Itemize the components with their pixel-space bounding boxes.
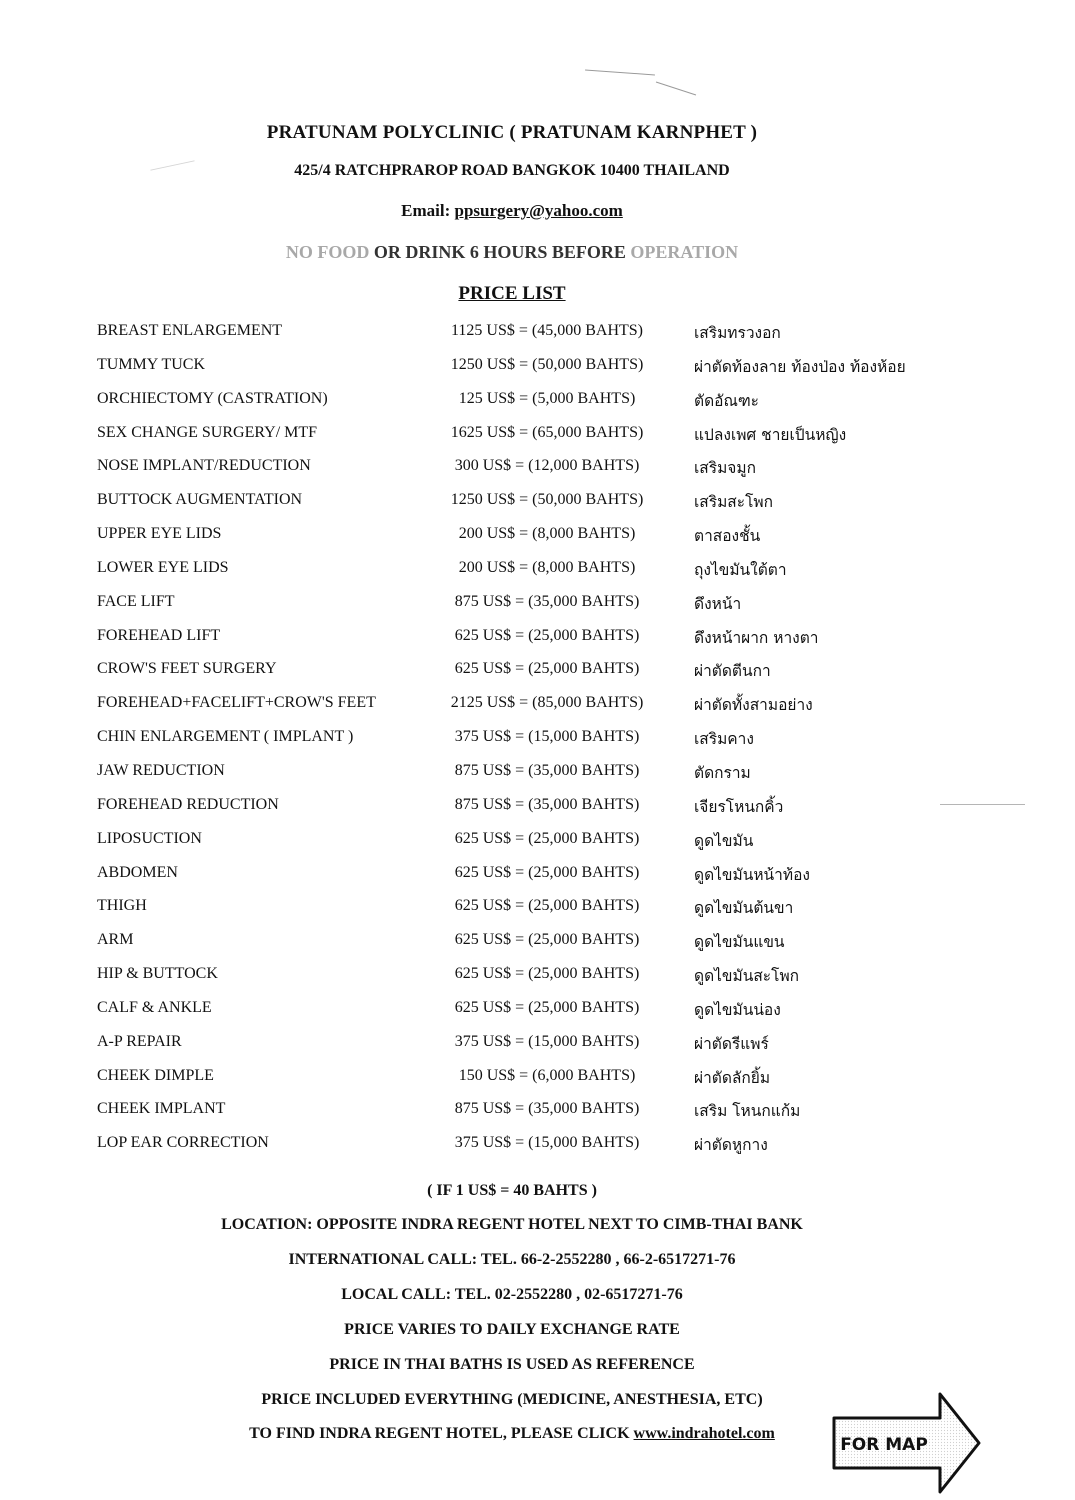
price-row (0, 621, 1075, 655)
right-arrow-icon (832, 1390, 982, 1496)
procedure-thai-name: เจียรโหนกคิ้ว (694, 797, 784, 816)
procedure-price: 125 US$ = (5,000 BAHTS) (458, 389, 636, 407)
price-row (0, 553, 1075, 587)
price-row (0, 891, 1075, 925)
procedure-price: 875 US$ = (35,000 BAHTS) (454, 761, 640, 779)
procedure-thai-name: ตัดกราม (694, 763, 751, 782)
procedure-name: BUTTOCK AUGMENTATION (97, 491, 303, 509)
price-row (0, 925, 1075, 959)
procedure-name: JAW REDUCTION (97, 761, 225, 779)
price-row (0, 722, 1075, 756)
price-row (0, 350, 1075, 384)
location-line: LOCATION: OPPOSITE INDRA REGENT HOTEL NEXT TO CIMB-THAI BANK (221, 1216, 803, 1233)
procedure-thai-name: ถุงไขมันใต้ตา (694, 560, 787, 579)
procedure-price: 1125 US$ = (45,000 BAHTS) (451, 322, 643, 339)
procedure-thai-name: ดูดไขมันต้นขา (694, 899, 794, 918)
find-hotel-text: TO FIND INDRA REGENT HOTEL, PLEASE CLICK (249, 1425, 634, 1442)
hotel-link[interactable]: www.indrahotel.com (633, 1425, 775, 1442)
scan-mark (656, 82, 696, 96)
procedure-thai-name: เสริมทรวงอก (694, 324, 781, 342)
procedure-price: 375 US$ = (15,000 BAHTS) (454, 728, 640, 746)
procedure-thai-name: ดึงหน้าผาก หางตา (694, 628, 819, 647)
procedure-thai-name: ดึงหน้า (694, 594, 742, 613)
procedure-price: 375 US$ = (15,000 BAHTS) (454, 1032, 640, 1050)
procedure-price: 625 US$ = (25,000 BAHTS) (454, 829, 640, 847)
procedure-price: 200 US$ = (8,000 BAHTS) (458, 558, 636, 576)
procedure-name: CROW'S FEET SURGERY (97, 660, 277, 678)
procedure-price: 1250 US$ = (50,000 BAHTS) (450, 355, 644, 373)
procedure-name: LOWER EYE LIDS (97, 558, 229, 576)
clinic-title: PRATUNAM POLYCLINIC ( PRATUNAM KARNPHET ) (266, 122, 758, 143)
procedure-price: 875 US$ = (35,000 BAHTS) (454, 1100, 640, 1118)
procedure-name: THIGH (97, 897, 147, 915)
price-varies-line: PRICE VARIES TO DAILY EXCHANGE RATE (344, 1321, 680, 1338)
procedure-name: ARM (97, 931, 134, 949)
price-row (0, 519, 1075, 553)
procedure-thai-name: เสริม โหนกแก้ม (694, 1102, 801, 1121)
procedure-thai-name: ดูดไขมันแขน (694, 933, 785, 952)
procedure-name: LOP EAR CORRECTION (97, 1134, 269, 1152)
price-row (0, 1061, 1075, 1095)
price-row (0, 654, 1075, 688)
procedure-price: 300 US$ = (12,000 BAHTS) (454, 457, 640, 475)
exchange-note: ( IF 1 US$ = 40 BAHTS ) (427, 1182, 597, 1199)
for-map-button[interactable] (832, 1390, 982, 1496)
procedure-thai-name: เสริมสะโพก (694, 493, 774, 512)
procedure-name: CHEEK IMPLANT (97, 1100, 226, 1118)
procedure-price: 625 US$ = (25,000 BAHTS) (454, 626, 640, 644)
price-row (0, 790, 1075, 824)
procedure-name: FOREHEAD REDUCTION (97, 795, 279, 813)
clinic-address: 425/4 RATCHPRAROP ROAD BANGKOK 10400 THAILAND (294, 162, 730, 179)
procedure-thai-name: ดูดไขมันหน้าท้อง (694, 865, 810, 884)
procedure-name: FOREHEAD LIFT (97, 626, 221, 644)
procedure-price: 2125 US$ = (85,000 BAHTS) (450, 694, 644, 712)
procedure-name: CHEEK DIMPLE (97, 1066, 214, 1084)
procedure-price: 625 US$ = (25,000 BAHTS) (454, 998, 640, 1016)
price-row (0, 587, 1075, 621)
procedure-price: 625 US$ = (25,000 BAHTS) (454, 965, 640, 983)
procedure-name: FACE LIFT (97, 592, 175, 610)
price-row (0, 959, 1075, 993)
price-list (0, 316, 1075, 1162)
procedure-thai-name: ผ่าตัดท้องลาย ท้องป่อง ท้องห้อย (694, 357, 906, 376)
price-reference-line: PRICE IN THAI BATHS IS USED AS REFERENCE (329, 1356, 695, 1373)
price-row (0, 384, 1075, 418)
procedure-thai-name: แปลงเพศ ชายเป็นหญิง (694, 425, 847, 444)
procedure-price: 1625 US$ = (65,000 BAHTS) (450, 423, 644, 441)
procedure-name: TUMMY TUCK (97, 355, 206, 373)
procedure-thai-name: เสริมจมูก (694, 459, 756, 478)
procedure-name: CHIN ENLARGEMENT ( IMPLANT ) (97, 728, 354, 746)
international-call-line: INTERNATIONAL CALL: TEL. 66-2-2552280 , 66-2-6517271-76 (288, 1251, 736, 1268)
procedure-thai-name: เสริมคาง (694, 730, 754, 749)
price-row (0, 316, 1075, 350)
procedure-thai-name: ผ่าตัดหูกาง (694, 1136, 768, 1155)
procedure-name: LIPOSUCTION (97, 829, 202, 847)
procedure-name: ORCHIECTOMY (CASTRATION) (97, 389, 328, 407)
price-row (0, 1128, 1075, 1162)
price-row (0, 993, 1075, 1027)
price-row (0, 451, 1075, 485)
procedure-price: 200 US$ = (8,000 BAHTS) (458, 525, 636, 543)
warning-end: OPERATION (630, 242, 739, 262)
price-row (0, 858, 1075, 892)
scan-mark (585, 70, 655, 76)
email-label: Email: (401, 201, 451, 220)
fasting-warning (0, 242, 1024, 263)
procedure-name: FOREHEAD+FACELIFT+CROW'S FEET (97, 694, 376, 712)
procedure-price: 625 US$ = (25,000 BAHTS) (454, 660, 640, 678)
procedure-price: 1250 US$ = (50,000 BAHTS) (450, 491, 644, 509)
procedure-price: 625 US$ = (25,000 BAHTS) (454, 863, 640, 881)
price-included-line: PRICE INCLUDED EVERYTHING (MEDICINE, ANESTHESIA, ETC) (261, 1391, 763, 1408)
price-row (0, 756, 1075, 790)
procedure-name: BREAST ENLARGEMENT (97, 322, 283, 339)
procedure-price: 875 US$ = (35,000 BAHTS) (454, 592, 640, 610)
price-list-heading: PRICE LIST (458, 283, 566, 304)
price-row (0, 824, 1075, 858)
warning-middle: OR DRINK 6 HOURS BEFORE (369, 242, 631, 262)
procedure-thai-name: ดูดไขมันสะโพก (694, 967, 800, 986)
procedure-thai-name: ผ่าตัดทั้งสามอย่าง (694, 696, 813, 715)
for-map-label: FOR MAP (840, 1435, 928, 1455)
procedure-name: NOSE IMPLANT/REDUCTION (97, 457, 311, 475)
procedure-thai-name: ผ่าตัดลักยิ้ม (694, 1068, 771, 1087)
price-row (0, 688, 1075, 722)
procedure-price: 625 US$ = (25,000 BAHTS) (454, 897, 640, 915)
procedure-thai-name: ผ่าตัดรีแพร์ (694, 1034, 769, 1053)
procedure-name: A-P REPAIR (97, 1032, 182, 1050)
procedure-price: 625 US$ = (25,000 BAHTS) (454, 931, 640, 949)
price-row (0, 1027, 1075, 1061)
warning-start: NO FOOD (285, 242, 370, 262)
procedure-name: CALF & ANKLE (97, 998, 212, 1016)
procedure-thai-name: ตัดอัณฑะ (694, 391, 760, 410)
local-call-line: LOCAL CALL: TEL. 02-2552280 , 02-6517271-76 (341, 1286, 683, 1303)
email-link[interactable]: ppsurgery@yahoo.com (454, 201, 623, 220)
procedure-name: HIP & BUTTOCK (97, 965, 218, 983)
procedure-thai-name: ดูดไขมัน (694, 831, 754, 850)
procedure-price: 375 US$ = (15,000 BAHTS) (454, 1134, 640, 1152)
procedure-name: ABDOMEN (97, 863, 178, 881)
price-row (0, 1094, 1075, 1128)
procedure-thai-name: ดูดไขมันน่อง (694, 1000, 781, 1019)
email-line (0, 201, 1024, 221)
price-row (0, 485, 1075, 519)
procedure-price: 150 US$ = (6,000 BAHTS) (458, 1066, 636, 1084)
procedure-thai-name: ตาสองชั้น (694, 527, 761, 546)
procedure-price: 875 US$ = (35,000 BAHTS) (454, 795, 640, 813)
procedure-name: UPPER EYE LIDS (97, 525, 222, 543)
price-row (0, 418, 1075, 452)
procedure-name: SEX CHANGE SURGERY/ MTF (97, 423, 318, 441)
procedure-thai-name: ผ่าตัดตีนกา (694, 662, 771, 681)
